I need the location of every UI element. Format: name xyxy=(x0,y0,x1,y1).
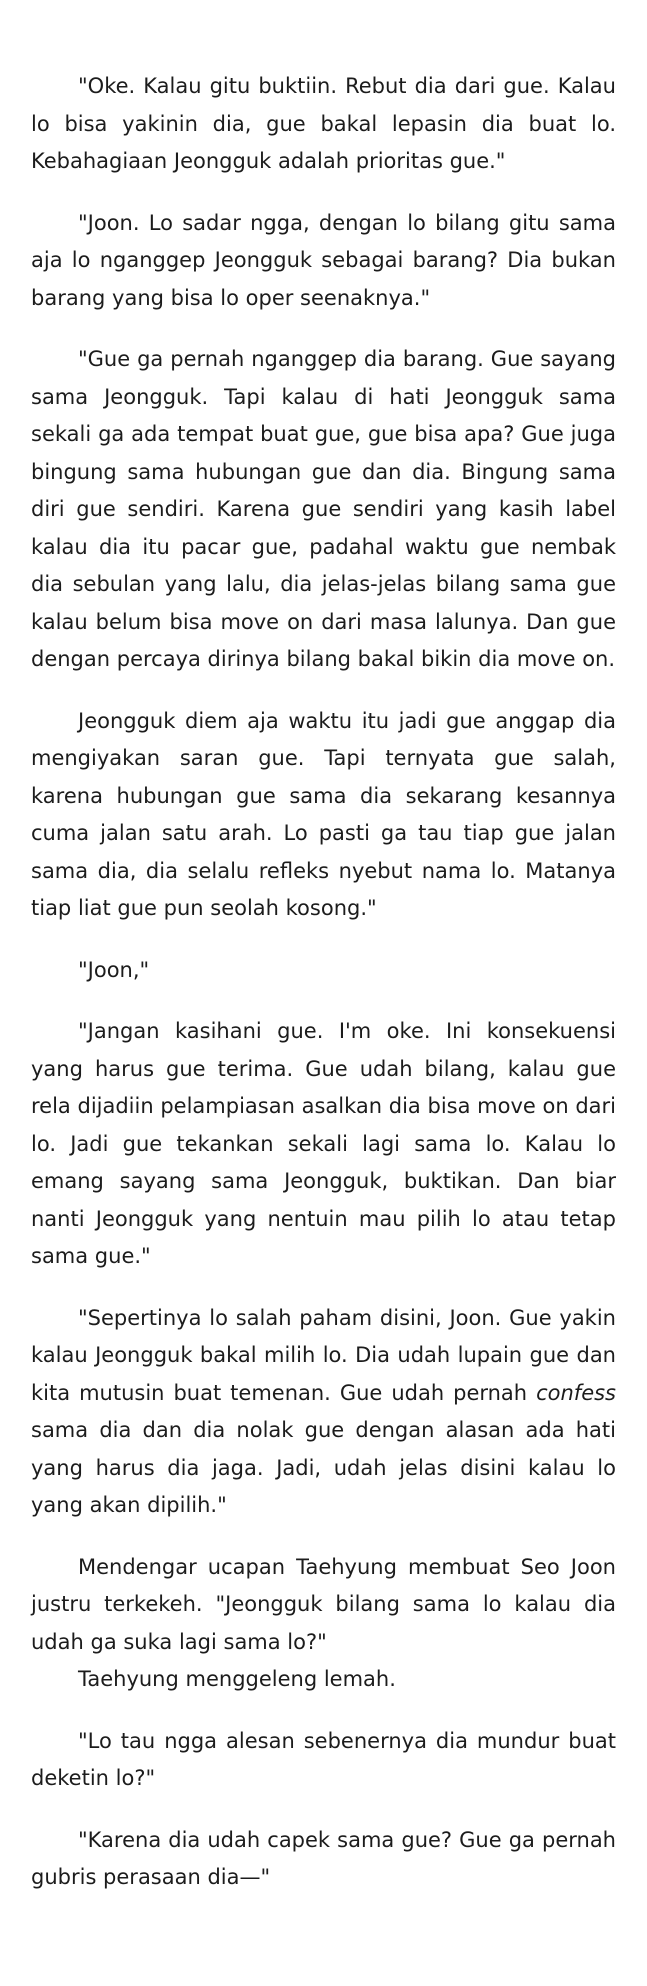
paragraph-7 xyxy=(31,1300,616,1525)
paragraph-6: "Jangan kasihani gue. I'm oke. Ini konsekuensi yang harus gue terima. Gue udah bilang, kalau gue rela dijadiin pelampiasan asalkan dia bisa move on dari lo. Jadi gue tekankan sekali lagi sama lo. Kalau lo emang sayang sama Jeongguk, buktikan. Dan biar nanti Jeongguk yang nentuin mau pilih lo atau tetap sama gue." xyxy=(31,1019,616,1268)
paragraph-11: "Karena dia udah capek sama gue? Gue ga pernah gubris perasaan dia—" xyxy=(31,1827,616,1889)
paragraph-7-before: "Sepertinya lo salah paham disini, Joon. Gue yakin kalau Jeongguk bakal milih lo. Dia udah lupain gue dan kita mutusin buat temenan. Gue udah pernah xyxy=(31,1305,616,1405)
paragraph-8: Mendengar ucapan Taehyung membuat Seo Joon justru terkekeh. "Jeongguk bilang sama lo kalau dia udah ga suka lagi sama lo?" xyxy=(31,1554,616,1654)
paragraph-7-emphasis: confess xyxy=(536,1380,616,1405)
paragraph-7-after: sama dia dan dia nolak gue dengan alasan ada hati yang harus dia jaga. Jadi, udah jelas disini kalau lo yang akan dipilih." xyxy=(31,1418,616,1517)
paragraph-9: Taehyung menggeleng lemah. xyxy=(78,1667,396,1691)
paragraph-4: Jeongguk diem aja waktu itu jadi gue anggap dia mengiyakan saran gue. Tapi ternyata gue salah, karena hubungan gue sama dia sekarang kesannya cuma jalan satu arah. Lo pasti ga tau tiap gue jalan sama dia, dia selalu refleks nyebut nama lo. Matanya tiap liat gue pun seolah kosong." xyxy=(31,708,616,920)
paragraph-5: "Joon," xyxy=(78,957,150,982)
paragraph-1: "Oke. Kalau gitu buktiin. Rebut dia dari gue. Kalau lo bisa yakinin dia, gue bakal lepasin dia buat lo. Kebahagiaan Jeongguk adalah prioritas gue." xyxy=(31,74,616,173)
paragraph-10: "Lo tau ngga alesan sebenernya dia mundur buat deketin lo?" xyxy=(31,1728,616,1790)
paragraph-2: "Joon. Lo sadar ngga, dengan lo bilang gitu sama aja lo nganggep Jeongguk sebagai barang? Dia bukan barang yang bisa lo oper seenaknya." xyxy=(31,210,616,310)
paragraph-3: "Gue ga pernah nganggep dia barang. Gue sayang sama Jeongguk. Tapi kalau di hati Jeongguk sama sekali ga ada tempat buat gue, gue bisa apa? Gue juga bingung sama hubungan gue dan dia. Bingung sama diri gue sendiri. Karena gue sendiri yang kasih label kalau dia itu pacar gue, padahal waktu gue nembak dia sebulan yang lalu, dia jelas-jelas bilang sama gue kalau belum bisa move on dari masa lalunya. Dan gue dengan percaya dirinya bilang bakal bikin dia move on. xyxy=(31,347,616,671)
